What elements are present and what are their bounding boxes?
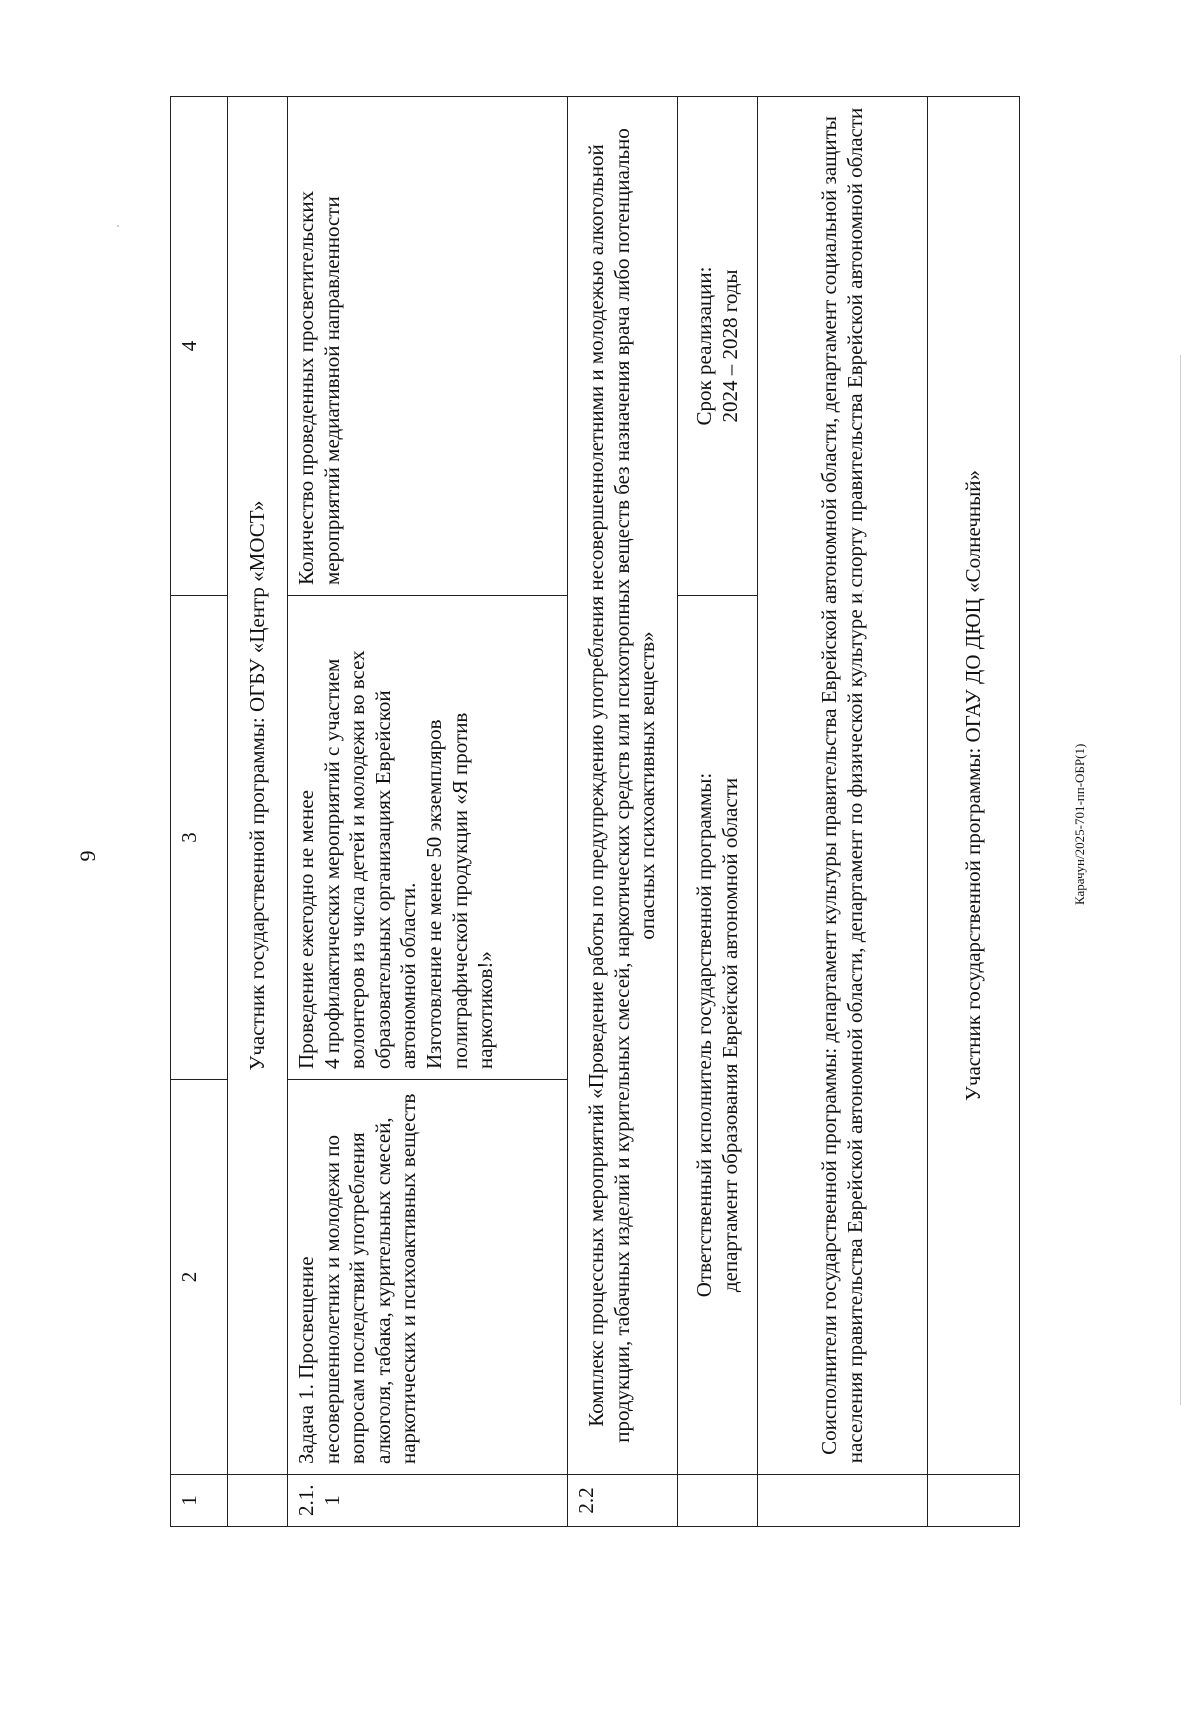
scan-speck [117,225,119,227]
table-header-row [171,97,228,1527]
empty-number-cell [228,1475,288,1527]
header-cell: 2 [171,1080,228,1475]
program-table [170,96,1020,1527]
table-row [678,97,758,1527]
table-row [928,97,1020,1527]
complex-description-cell: Комплекс процессных мероприятий «Проведение работы по предупреждению употребления несовершеннолетними и молодежью алкогольной продукции, табачных изделий и курительных смесей, наркотических средств или психотропных веществ без назначения врача либо потенциально опасных психоактивных веществ» [568,97,678,1475]
rotated-table-wrapper [170,97,1020,1527]
participant-row-cell: Участник государственной программы: ОГАУ ДО ДЮЦ «Солнечный» [928,97,1020,1475]
page-number: 9 [75,850,100,862]
task-indicator-cell: Количество проведенных просветительских мероприятий медиативной направленности [288,97,568,596]
complex-number-cell: 2.2 [568,1475,678,1527]
header-cell: 1 [171,1475,228,1527]
empty-number-cell [928,1475,1020,1527]
implementation-term-cell: Срок реализации: 2024 – 2028 годы [678,97,758,596]
table-row [568,97,678,1527]
participant-row-cell: Участник государственной программы: ОГБУ «Центр «МОСТ» [228,97,288,1475]
task-number-cell: 2.1. 1 [288,1475,568,1527]
header-cell: 4 [171,97,228,596]
scan-edge-line [1180,355,1181,1405]
document-footer-id: Карачун/2025-701-пп-ОБР(1) [1072,743,1087,905]
responsible-executor-cell: Ответственный исполнитель государственной программы: департамент образования Еврейской автономной области [678,596,758,1475]
table-row [288,97,568,1527]
empty-number-cell [678,1475,758,1527]
co-executors-cell: Соисполнители государственной программы: департамент культуры правительства Еврейской автономной области, департамент социальной защиты населения правительства Еврейской автономной области, департамент по физической культуре и спорту правительства Еврейской автономной области [758,97,928,1475]
table-row [228,97,288,1527]
table-row [758,97,928,1527]
empty-number-cell [758,1475,928,1527]
task-name-cell: Задача 1. Просвещение несовершеннолетних и молодежи по вопросам последствий употребления алкоголя, табака, курительных смесей, наркотических и психоактивных веществ [288,1080,568,1475]
header-cell: 3 [171,596,228,1080]
task-description-cell: Проведение ежегодно не менее 4 профилактических мероприятий с участием волонтеров из числа детей и молодежи во всех образовательных организациях Еврейской автономной области. Изготовление не менее 50 экземпляров полиграфической продукции «Я против наркотиков!» [288,596,568,1080]
